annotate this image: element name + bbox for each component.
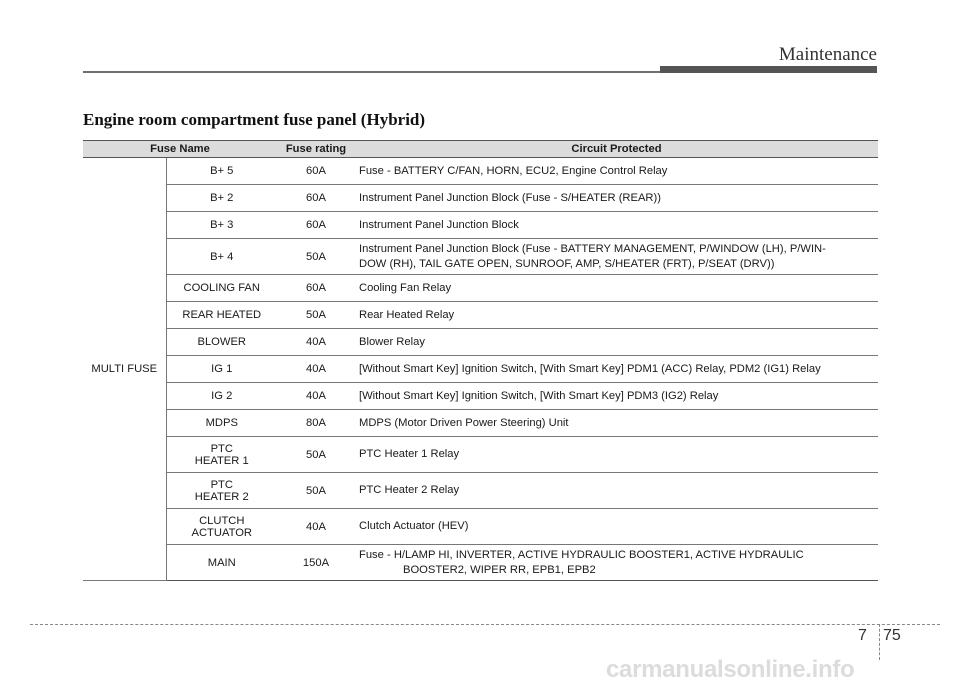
table-row (83, 212, 878, 239)
circuit-protected: Instrument Panel Junction Block (355, 212, 878, 239)
fuse-name-line: HEATER 1 (194, 454, 249, 467)
table-row (83, 410, 878, 437)
fuse-rating: 60A (277, 158, 355, 185)
section-title: Maintenance (778, 44, 877, 65)
fuse-name: IG 1 (166, 356, 277, 383)
table-row (83, 437, 878, 473)
circuit-protected: MDPS (Motor Driven Power Steering) Unit (355, 410, 878, 437)
group-label: MULTI FUSE (83, 158, 166, 581)
column-header-fuse-rating: Fuse rating (277, 141, 355, 158)
footer-rule (30, 624, 940, 625)
fuse-rating: 40A (277, 509, 355, 545)
table-row (83, 509, 878, 545)
chapter-number: 7 (858, 627, 867, 644)
fuse-name: B+ 2 (166, 185, 277, 212)
fuse-name-line: ACTUATOR (191, 526, 252, 539)
fuse-name: IG 2 (166, 383, 277, 410)
fuse-name: MDPS (166, 410, 277, 437)
watermark-text: carmanualsonline.info (606, 656, 855, 683)
circuit-protected: Cooling Fan Relay (355, 275, 878, 302)
fuse-name: REAR HEATED (166, 302, 277, 329)
fuse-name-line: PTC (210, 442, 233, 455)
header-rule (83, 71, 660, 73)
fuse-rating: 150A (277, 545, 355, 581)
fuse-name (166, 509, 277, 545)
fuse-rating: 40A (277, 356, 355, 383)
table-row (83, 329, 878, 356)
fuse-name: B+ 5 (166, 158, 277, 185)
circuit-protected: Instrument Panel Junction Block (Fuse - S/HEATER (REAR)) (355, 185, 878, 212)
fuse-rating: 50A (277, 473, 355, 509)
circuit-line: DOW (RH), TAIL GATE OPEN, SUNROOF, AMP, S/HEATER (FRT), P/SEAT (DRV)) (359, 257, 775, 270)
fuse-rating: 50A (277, 437, 355, 473)
circuit-protected: Fuse - BATTERY C/FAN, HORN, ECU2, Engine Control Relay (355, 158, 878, 185)
circuit-protected: Blower Relay (355, 329, 878, 356)
circuit-line: Fuse - H/LAMP HI, INVERTER, ACTIVE HYDRAULIC BOOSTER1, ACTIVE HYDRAULIC (359, 548, 804, 561)
circuit-protected: Clutch Actuator (HEV) (355, 509, 878, 545)
table-row (83, 275, 878, 302)
fuse-rating: 40A (277, 383, 355, 410)
fuse-rating: 80A (277, 410, 355, 437)
circuit-protected (355, 239, 878, 275)
column-header-circuit: Circuit Protected (355, 141, 878, 158)
fuse-table (83, 140, 878, 581)
fuse-name: MAIN (166, 545, 277, 581)
fuse-name (166, 437, 277, 473)
fuse-name-line: CLUTCH (199, 514, 245, 527)
fuse-rating: 60A (277, 275, 355, 302)
column-header-fuse-name: Fuse Name (83, 141, 277, 158)
circuit-line: Instrument Panel Junction Block (Fuse - BATTERY MANAGEMENT, P/WINDOW (LH), P/WIN- (359, 242, 826, 255)
fuse-rating: 50A (277, 239, 355, 275)
fuse-rating: 60A (277, 185, 355, 212)
header-rule-accent (660, 66, 877, 73)
circuit-protected: [Without Smart Key] Ignition Switch, [With Smart Key] PDM3 (IG2) Relay (355, 383, 878, 410)
fuse-name (166, 473, 277, 509)
table-row (83, 383, 878, 410)
fuse-name: COOLING FAN (166, 275, 277, 302)
circuit-protected: PTC Heater 2 Relay (355, 473, 878, 509)
circuit-protected: [Without Smart Key] Ignition Switch, [With Smart Key] PDM1 (ACC) Relay, PDM2 (IG1) Relay (355, 356, 878, 383)
table-row (83, 302, 878, 329)
table-row (83, 158, 878, 185)
footer-separator (879, 624, 880, 660)
fuse-rating: 40A (277, 329, 355, 356)
circuit-protected: PTC Heater 1 Relay (355, 437, 878, 473)
fuse-name: BLOWER (166, 329, 277, 356)
table-row (83, 356, 878, 383)
circuit-line: BOOSTER2, WIPER RR, EPB1, EPB2 (403, 563, 596, 576)
page-heading: Engine room compartment fuse panel (Hybrid) (83, 110, 426, 129)
table-row (83, 545, 878, 581)
fuse-name: B+ 4 (166, 239, 277, 275)
page-number: 75 (883, 627, 901, 644)
table-row (83, 473, 878, 509)
table-row (83, 239, 878, 275)
fuse-name-line: HEATER 2 (194, 490, 249, 503)
circuit-protected (355, 545, 878, 581)
fuse-name: B+ 3 (166, 212, 277, 239)
table-row (83, 185, 878, 212)
fuse-rating: 60A (277, 212, 355, 239)
circuit-protected: Rear Heated Relay (355, 302, 878, 329)
fuse-name-line: PTC (210, 478, 233, 491)
fuse-rating: 50A (277, 302, 355, 329)
table-header-row (83, 141, 878, 158)
